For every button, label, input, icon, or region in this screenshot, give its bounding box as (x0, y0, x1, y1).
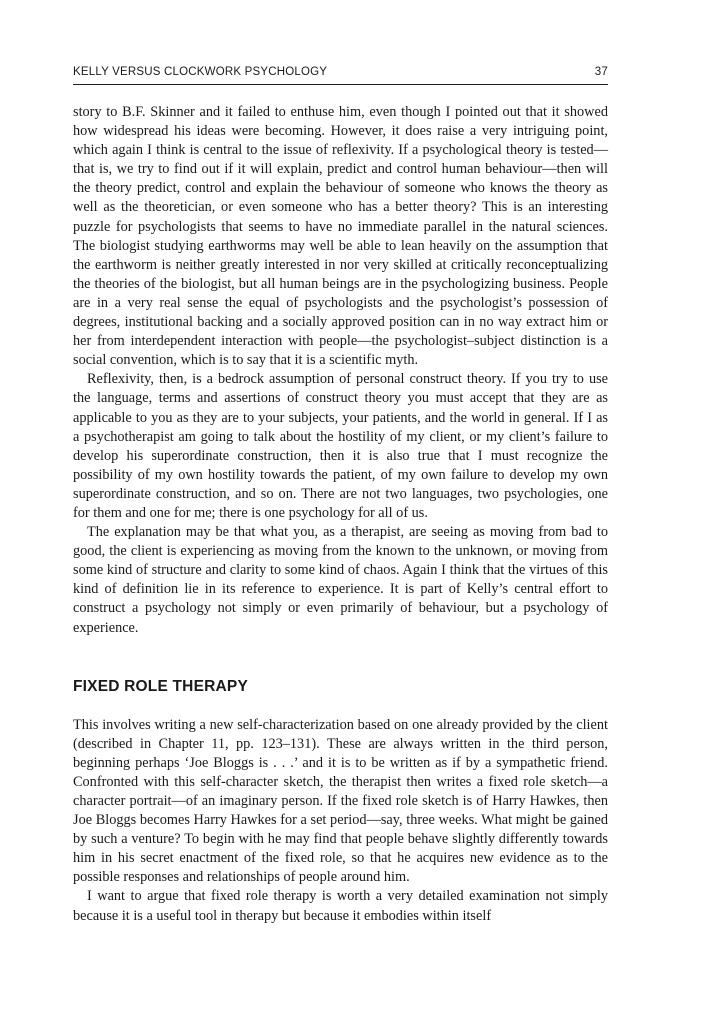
page-number: 37 (594, 66, 608, 78)
paragraph: story to B.F. Skinner and it failed to enthuse him, even though I pointed out that it showed how widespread his ideas were becoming. However, it does raise a very intriguing point, which again I think is central to the issue of reflexivity. If a psychological theory is tested—that is, we try to find out if it will explain, predict and control human behaviour—then will the theory predict, control and explain the behaviour of someone who knows the theory as well as the theoretician, or even someone who has a better theory? This is an interesting puzzle for psychologists that seems to have no immediate parallel in the natural sciences. The biologist studying earthworms may well be able to lean heavily on the assumption that the earthworm is neither greatly interested in nor very skilled at critically reconceptualizing the theories of the biologist, but all human beings are in the psychologizing business. People are in a very real sense the equal of psychologists and the psychologist’s possession of degrees, institutional backing and a socially approved position can in no way extract him or her from interdependent interaction with people—the psychologist–subject distinction is a social convention, which is to say that it is a scientific myth. (73, 104, 608, 369)
running-title: KELLY VERSUS CLOCKWORK PSYCHOLOGY (73, 66, 328, 78)
paragraph: Reflexivity, then, is a bedrock assumption of personal construct theory. If you try to use the language, terms and assertions of construct theory you must accept that they are as applicable to you as they are to your subjects, your patients, and the world in general. If I as a psychotherapist am going to talk about the hostility of my client, or my client’s failure to develop his superordinate construction, then it is also true that I must recognize the possibility of my own hostility towards the patient, of my own failure to develop my own superordinate construction, and so on. There are not two languages, two psychologies, one for them and one for me; there is one psychology for all of us. (73, 371, 608, 521)
running-header (73, 66, 608, 85)
section-body-fixed-role-therapy (73, 716, 608, 926)
book-page (73, 66, 608, 926)
paragraph: The explanation may be that what you, as a therapist, are seeing as moving from bad to good, the client is experiencing as moving from the known to the unknown, or moving from some kind of structure and clarity to some kind of chaos. Again I think that the virtues of this kind of definition lie in its reference to experience. It is part of Kelly’s central effort to construct a psychology not simply or even primarily of behaviour, but a psychology of experience. (73, 524, 608, 636)
paragraph: I want to argue that fixed role therapy is worth a very detailed examination not simply because it is a useful tool in therapy but because it embodies within itself (73, 888, 608, 924)
section-body-reflexivity (73, 103, 608, 638)
paragraph: This involves writing a new self-characterization based on one already provided by the client (described in Chapter 11, pp. 123–131). These are always written in the third person, beginning perhaps ‘Joe Bloggs is . . .’ and it is to be written as if by a sympathetic friend. Confronted with this self-character sketch, the therapist then writes a fixed role sketch—a character portrait—of an imaginary person. If the fixed role sketch is of Harry Hawkes, then Joe Bloggs becomes Harry Hawkes for a set period—say, three weeks. What might be gained by such a venture? To begin with he may find that people behave slightly differently towards him in his secret enactment of the fixed role, so that he acquires new evidence as to the possible responses and relationships of people around him. (73, 716, 608, 886)
section-heading: FIXED ROLE THERAPY (73, 677, 248, 695)
